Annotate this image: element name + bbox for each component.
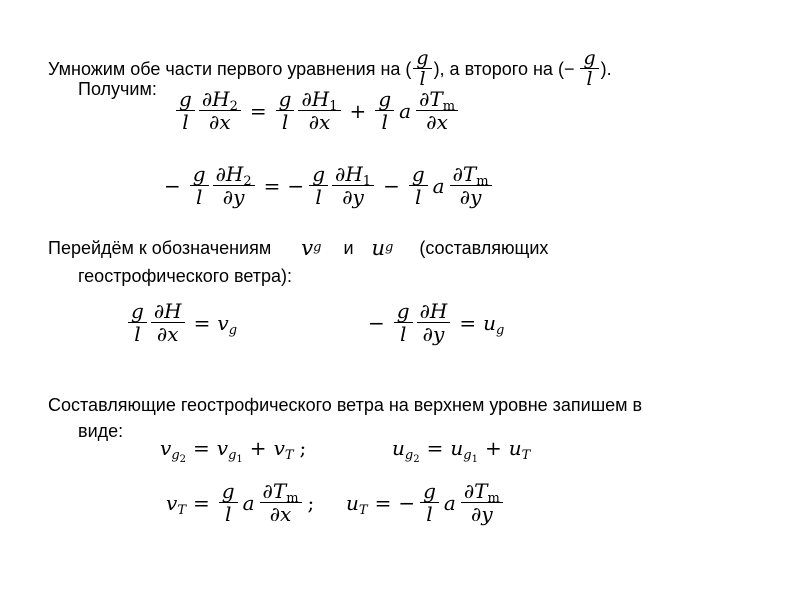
- notation-cont: геострофического ветра):: [78, 266, 293, 286]
- equation-2: − $\frac{g}{l}$ $\frac{\partial H_2}{\partial y}$ = − $\frac{g}{l}$ $\frac{\partial H_1}{\partial y}$ − $\frac{g}{l}$ a $\frac{\partial T_m}{\partial y}$: [164, 163, 494, 208]
- inline-fraction-g-over-l: $\frac{g}{l}$: [411, 48, 433, 89]
- inline-fraction-g-over-l-2: $\frac{g}{l}$: [578, 48, 600, 89]
- notation-and: и: [343, 238, 354, 258]
- notation-text-before: Перейдём к обозначениям: [48, 238, 272, 258]
- intro-minus: −: [563, 58, 575, 79]
- equation-ug2: $u_{g_2}$ = $u_{g_1}$ + $u_T$: [392, 436, 531, 465]
- intro-text-mid: ), а второго на (: [433, 58, 564, 79]
- notation-text-after: (составляющих: [419, 238, 549, 258]
- notation-line: [48, 236, 548, 260]
- get-label: Получим:: [78, 79, 157, 99]
- equation-vT: $v_T$ = $\frac{g}{l}$ a $\frac{\partial T_m}{\partial x}$ ;: [166, 479, 315, 526]
- equation-ug: − $\frac{g}{l}$ $\frac{\partial H}{\partial y}$ = $u_g$: [368, 299, 505, 346]
- equation-uT: $u_T$ = − $\frac{g}{l}$ a $\frac{\partial T_m}{\partial y}$: [346, 480, 505, 525]
- upper-level-cont: виде:: [78, 421, 124, 441]
- equation-1: $\frac{g}{l}$ $\frac{\partial H_2}{\partial x}$ = $\frac{g}{l}$ $\frac{\partial H_1}{\partial x}$ + $\frac{g}{l}$ a $\frac{\partial T_m}{\partial x}$: [174, 88, 460, 133]
- upper-level-line: Составляющие геострофического ветра на верхнем уровне запишем в: [48, 395, 643, 415]
- equation-vg2: $v_{g_2}$ = $v_{g_1}$ + $v_T$ ;: [160, 436, 307, 465]
- intro-text-after: ).: [600, 58, 612, 79]
- intro-text-before: Умножим обе части первого уравнения на (: [48, 58, 412, 79]
- equation-vg: $\frac{g}{l}$ $\frac{\partial H}{\partial x}$ = $v_g$: [126, 300, 237, 345]
- symbol-ug: u g: [371, 236, 394, 260]
- symbol-vg: v g: [301, 236, 322, 260]
